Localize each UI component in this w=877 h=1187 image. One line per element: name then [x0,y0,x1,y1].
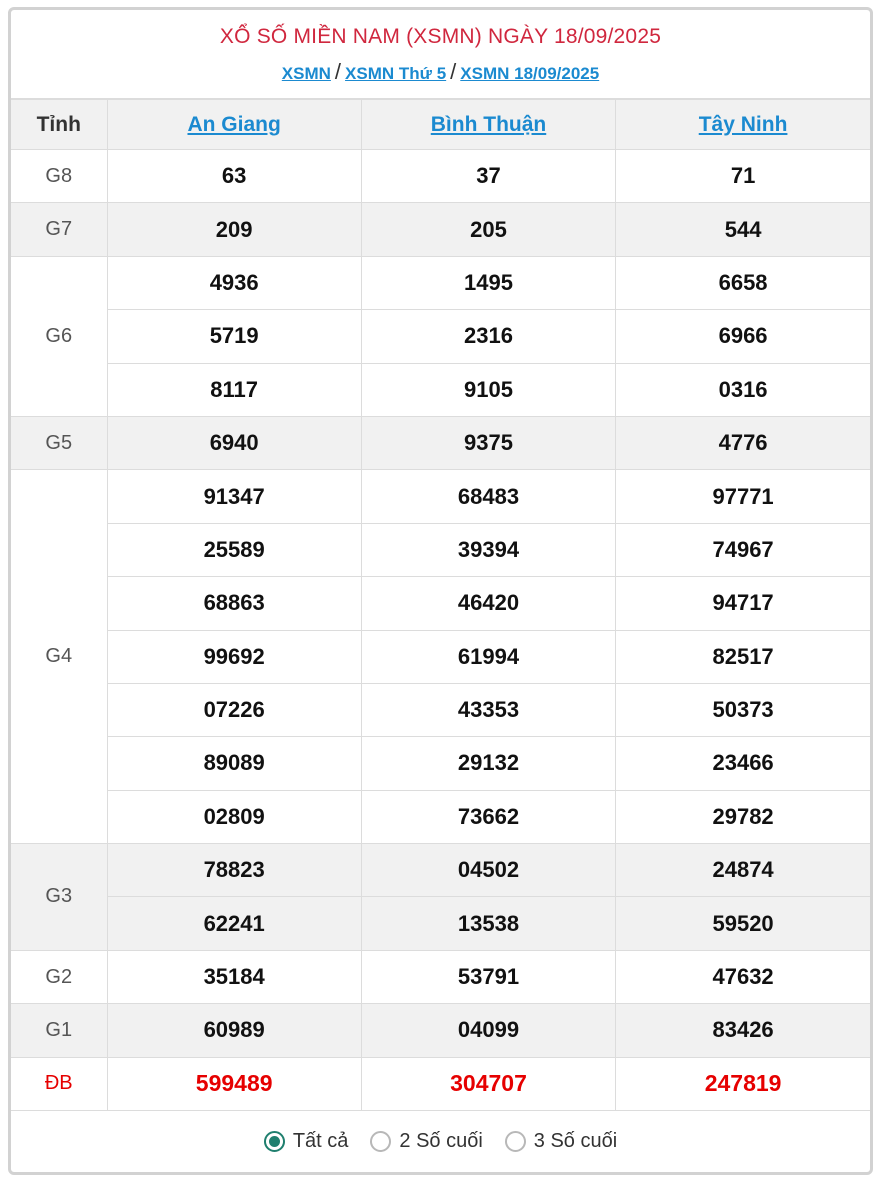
result-number-binh-thuan: 205 [361,203,615,256]
results-body [11,150,870,1111]
result-number-tay-ninh: 47632 [616,950,870,1003]
result-number-binh-thuan: 43353 [361,683,615,736]
result-number-tay-ninh: 24874 [616,844,870,897]
result-number-an-giang: 60989 [107,1004,361,1057]
filter-label-last-2: 2 Số cuối [399,1130,483,1153]
result-number-binh-thuan: 04099 [361,1004,615,1057]
result-number-tay-ninh: 50373 [616,683,870,736]
table-row [11,363,870,416]
result-number-tay-ninh: 71 [616,150,870,203]
result-number-binh-thuan: 04502 [361,844,615,897]
table-row [11,310,870,363]
province-column-header: Tỉnh [11,100,107,150]
prize-label: G8 [11,150,107,203]
result-number-an-giang: 68863 [107,577,361,630]
result-number-binh-thuan: 29132 [361,737,615,790]
result-number-tay-ninh: 59520 [616,897,870,950]
province-link-binh-thuan[interactable]: Bình Thuận [430,112,547,136]
filter-option-last-3[interactable] [505,1130,617,1153]
prize-label: G2 [11,950,107,1003]
result-number-tay-ninh: 4776 [616,416,870,469]
table-row [11,683,870,736]
result-number-an-giang: 4936 [107,256,361,309]
table-row [11,950,870,1003]
result-number-binh-thuan: 9105 [361,363,615,416]
prize-label: G6 [11,256,107,416]
result-number-binh-thuan: 9375 [361,416,615,469]
result-number-an-giang: 5719 [107,310,361,363]
result-number-binh-thuan: 304707 [361,1057,615,1110]
radio-last-3[interactable] [505,1131,526,1152]
result-number-tay-ninh: 0316 [616,363,870,416]
province-header-an-giang [107,100,361,150]
result-number-binh-thuan: 37 [361,150,615,203]
table-row [11,470,870,523]
filter-label-last-3: 3 Số cuối [533,1130,618,1153]
province-link-an-giang[interactable]: An Giang [187,112,281,136]
province-header-binh-thuan [361,100,615,150]
results-table [11,99,870,1111]
result-number-binh-thuan: 61994 [361,630,615,683]
results-panel [8,7,873,1175]
prize-label: G1 [11,1004,107,1057]
result-number-an-giang: 25589 [107,523,361,576]
result-number-an-giang: 35184 [107,950,361,1003]
table-row [11,1057,870,1110]
result-number-an-giang: 78823 [107,844,361,897]
filter-label-all: Tất cả [292,1130,349,1153]
result-number-tay-ninh: 82517 [616,630,870,683]
result-number-binh-thuan: 1495 [361,256,615,309]
table-row [11,203,870,256]
result-number-tay-ninh: 6658 [616,256,870,309]
result-number-an-giang: 8117 [107,363,361,416]
result-number-tay-ninh: 23466 [616,737,870,790]
result-number-an-giang: 63 [107,150,361,203]
radio-all[interactable] [264,1131,285,1152]
result-number-an-giang: 599489 [107,1057,361,1110]
table-row [11,256,870,309]
table-header-row [11,100,870,150]
result-number-tay-ninh: 6966 [616,310,870,363]
result-number-an-giang: 6940 [107,416,361,469]
digit-filter [11,1111,870,1172]
province-header-tay-ninh [616,100,870,150]
breadcrumb-separator: / [334,59,342,84]
result-number-an-giang: 209 [107,203,361,256]
filter-option-last-2[interactable] [370,1130,482,1153]
table-row [11,150,870,203]
result-number-tay-ninh: 544 [616,203,870,256]
page-title: XỔ SỐ MIỀN NAM (XSMN) NGÀY 18/09/2025 [219,25,662,48]
result-number-an-giang: 91347 [107,470,361,523]
prize-label: G7 [11,203,107,256]
results-header [11,10,870,99]
table-row [11,416,870,469]
prize-label: G3 [11,844,107,951]
table-row [11,790,870,843]
result-number-tay-ninh: 74967 [616,523,870,576]
prize-label: ĐB [11,1057,107,1110]
table-row [11,577,870,630]
table-row [11,630,870,683]
table-row [11,1004,870,1057]
radio-last-2[interactable] [370,1131,391,1152]
result-number-tay-ninh: 83426 [616,1004,870,1057]
result-number-an-giang: 62241 [107,897,361,950]
result-number-binh-thuan: 39394 [361,523,615,576]
table-row [11,844,870,897]
table-row [11,737,870,790]
filter-option-all[interactable] [264,1130,349,1153]
breadcrumb-xsmn-date[interactable]: XSMN 18/09/2025 [460,64,600,83]
result-number-an-giang: 07226 [107,683,361,736]
result-number-binh-thuan: 68483 [361,470,615,523]
prize-label: G5 [11,416,107,469]
prize-label: G4 [11,470,107,844]
result-number-binh-thuan: 46420 [361,577,615,630]
result-number-binh-thuan: 53791 [361,950,615,1003]
breadcrumb [11,59,870,85]
breadcrumb-separator: / [450,59,457,84]
table-row [11,897,870,950]
breadcrumb-xsmn-thu5[interactable]: XSMN Thứ 5 [345,64,447,83]
result-number-tay-ninh: 94717 [616,577,870,630]
result-number-an-giang: 99692 [107,630,361,683]
breadcrumb-xsmn[interactable]: XSMN [281,64,331,83]
result-number-tay-ninh: 247819 [616,1057,870,1110]
result-number-an-giang: 89089 [107,737,361,790]
result-number-binh-thuan: 13538 [361,897,615,950]
result-number-tay-ninh: 29782 [616,790,870,843]
result-number-binh-thuan: 73662 [361,790,615,843]
result-number-tay-ninh: 97771 [616,470,870,523]
result-number-an-giang: 02809 [107,790,361,843]
province-link-tay-ninh[interactable]: Tây Ninh [698,112,788,136]
result-number-binh-thuan: 2316 [361,310,615,363]
table-row [11,523,870,576]
